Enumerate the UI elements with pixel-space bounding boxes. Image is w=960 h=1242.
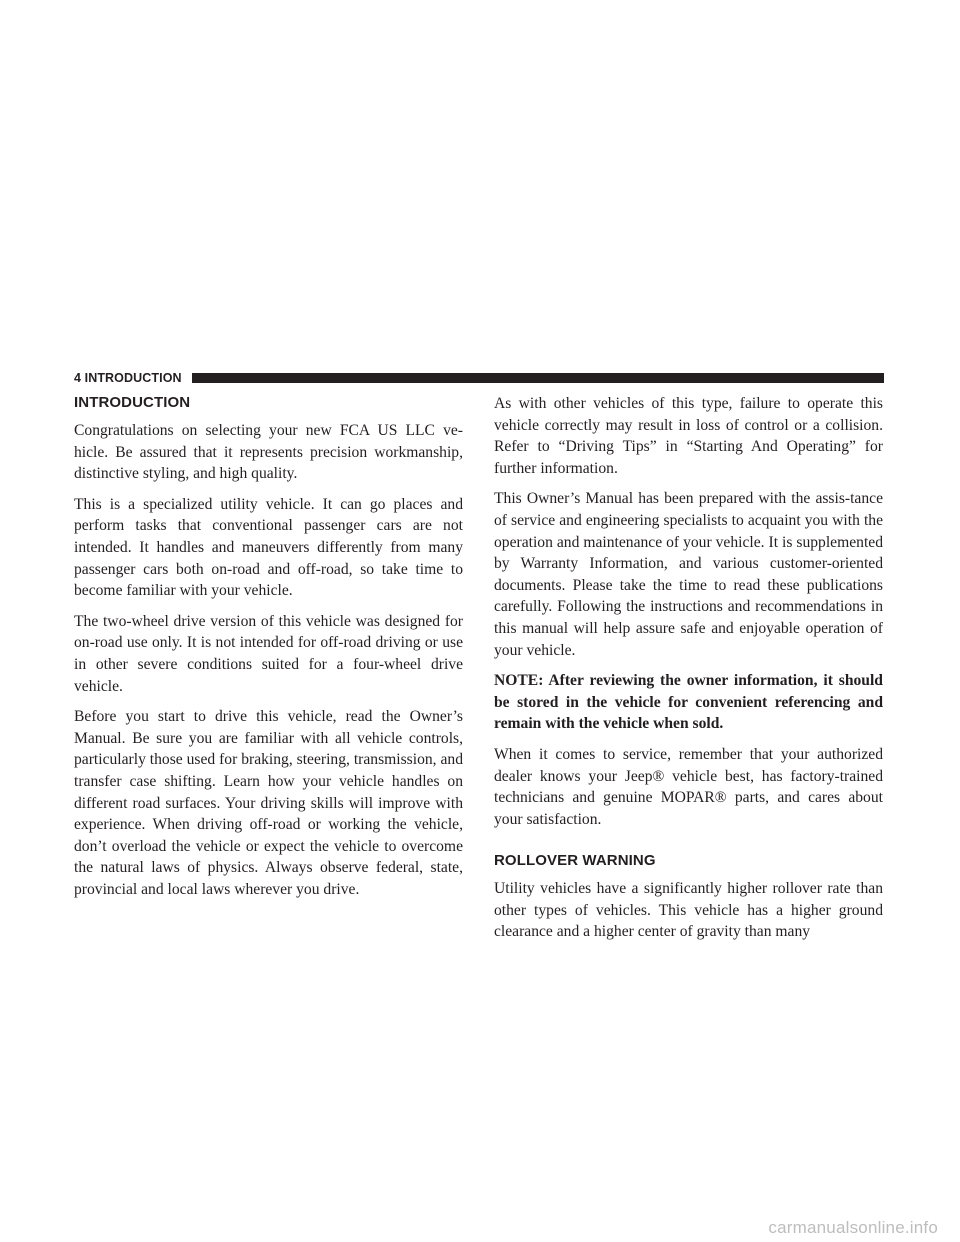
note-paragraph: NOTE: After reviewing the owner information, it should be stored in the vehicle for convenient referencing and remain with the vehicle when sold. bbox=[494, 672, 883, 733]
paragraph-specialized-vehicle: This is a specialized utility vehicle. It can go places and perform tasks that conventional passenger cars are not intended. It handles and maneuvers differently from many passenger cars both on-road and off-road, so take time to become familiar with your vehicle. bbox=[74, 495, 463, 600]
paragraph-two-wheel-drive: The two-wheel drive version of this vehicle was designed for on-road use only. It is not intended for off-road driving or use in other severe conditions suited for a four-wheel drive vehicle. bbox=[74, 612, 463, 695]
paragraph-failure-to-operate: As with other vehicles of this type, failure to operate this vehicle correctly may result in loss of control or a collision. Refer to “Driving Tips” in “Starting And Operating” for further information. bbox=[494, 395, 883, 477]
header-rule bbox=[192, 373, 884, 383]
left-column bbox=[74, 393, 463, 909]
paragraph-rollover: Utility vehicles have a significantly higher rollover rate than other types of vehicles. This vehicle has a higher ground clearance and a higher center of gravity than many bbox=[494, 880, 883, 941]
watermark-text: carmanualsonline.info bbox=[768, 1218, 938, 1237]
running-header bbox=[74, 369, 884, 387]
paragraph-service: When it comes to service, remember that your authorized dealer knows your Jeep® vehicle best, has factory-trained technicians and genuine MOPAR® parts, and cares about your satisfaction. bbox=[494, 745, 883, 828]
paragraph-congratulations: Congratulations on selecting your new FCA US LLC ve-hicle. Be assured that it represents precision workmanship, distinctive styling, and high quality. bbox=[74, 422, 463, 483]
section-heading-rollover-warning: ROLLOVER WARNING bbox=[494, 852, 656, 870]
right-column bbox=[494, 393, 883, 952]
section-heading-introduction: INTRODUCTION bbox=[74, 394, 191, 411]
paragraph-owners-manual: This Owner’s Manual has been prepared with the assis-tance of service and engineering specialists to acquaint you with the operation and maintenance of your vehicle. It is supplemented by Warranty Information, and various customer-oriented documents. Please take the time to read these publications carefully. Following the instructions and recommendations in this manual will help assure safe and enjoyable operation of your vehicle. bbox=[494, 490, 883, 659]
paragraph-before-you-drive: Before you start to drive this vehicle, read the Owner’s Manual. Be sure you are familiar with all vehicle controls, particularly those used for braking, steering, transmission, and transfer case shifting. Learn how your vehicle handles on different road surfaces. Your driving skills will improve with experience. When driving off-road or working the vehicle, don’t overload the vehicle or expect the vehicle to overcome the natural laws of physics. Always observe federal, state, provincial and local laws wherever you drive. bbox=[74, 708, 463, 898]
page-number-section-label: 4 INTRODUCTION bbox=[74, 371, 182, 385]
